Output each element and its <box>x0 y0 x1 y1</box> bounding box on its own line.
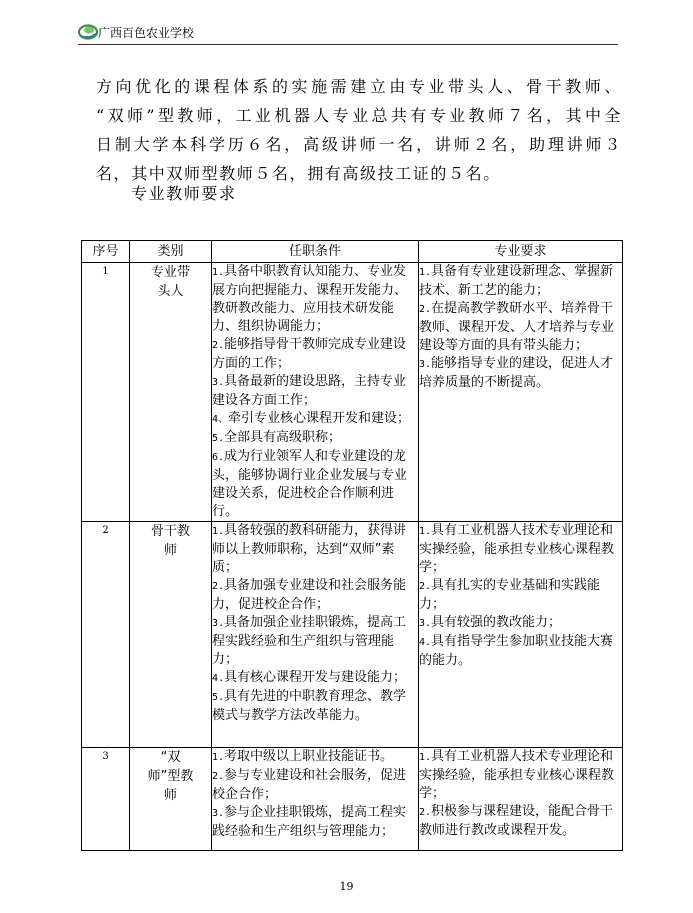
item-text: 成为行业领军人和专业建设的龙头，能够协调行业企业发展与专业建设关系，促进校企合作顺利进行。 <box>212 449 408 519</box>
item-number: 2. <box>419 581 432 592</box>
item-number: 1. <box>212 752 225 763</box>
page-number: 19 <box>339 880 354 893</box>
table-row <box>82 263 623 522</box>
conditions-cell <box>212 263 419 522</box>
paragraph-line: 方向优化的课程体系的实施需建立由专业带头人、骨干教师、 <box>96 77 622 96</box>
item-text: 牵引专业核心课程开发和建设； <box>228 411 411 426</box>
item-text: 具有工业机器人技术专业理论和实操经验，能承担专业核心课程教学； <box>419 523 615 575</box>
requirement-item <box>419 633 622 670</box>
body-paragraph <box>96 72 622 188</box>
item-number: 5. <box>212 692 225 703</box>
requirement-item <box>419 803 622 840</box>
item-text: 具备加强专业建设和社会服务能力，促进校企合作； <box>212 578 407 612</box>
condition-item <box>212 688 418 725</box>
school-name: 广西百色农业学校 <box>98 26 195 40</box>
item-text: 能够指导骨干教师完成专业建设方面的工作； <box>212 337 407 371</box>
item-number: 3. <box>212 618 225 629</box>
condition-item <box>212 448 418 521</box>
item-number: 3. <box>212 377 225 388</box>
requirements-cell <box>419 522 623 748</box>
item-text: 具有工业机器人技术专业理论和实操经验，能承担专业核心课程教学； <box>419 749 615 801</box>
condition-item <box>212 429 418 448</box>
item-number: 2. <box>419 807 432 818</box>
table-row <box>82 522 623 748</box>
condition-item <box>212 522 418 577</box>
table-header-row <box>82 241 623 263</box>
requirement-item <box>419 263 622 300</box>
item-number: 3. <box>419 618 432 629</box>
item-text: 具有指导学生参加职业技能大赛的能力。 <box>419 634 614 668</box>
condition-item <box>212 263 418 336</box>
item-text: 具备最新的建设思路，主持专业建设各方面工作； <box>212 374 407 408</box>
item-number: 2. <box>212 581 225 592</box>
condition-item <box>212 577 418 614</box>
item-text: 具有核心课程开发与建设能力； <box>224 670 407 685</box>
header-cell: 序号 <box>82 241 130 263</box>
requirements-cell <box>419 263 623 522</box>
item-number: 1. <box>419 267 432 278</box>
school-logo-icon <box>78 22 100 40</box>
item-number: 3. <box>419 359 432 370</box>
item-text: 全部具有高级职称； <box>224 430 342 445</box>
row-category <box>130 263 212 522</box>
item-text: 具备中职教育认知能力、专业发展方向把握能力、课程开发能力、教研教改能力、应用技术研发能力、组织协调能力； <box>212 264 408 334</box>
item-text: 具备较强的教科研能力，获得讲师以上教师职称，达到“双师”素质； <box>212 523 407 575</box>
row-category <box>130 522 212 748</box>
item-text: 在提高教学教研水平、培养骨干教师、课程开发、人才培养与专业建设等方面的具有带头能力； <box>419 301 615 353</box>
requirement-item <box>419 614 622 633</box>
requirement-item <box>419 577 622 614</box>
requirement-item <box>419 300 622 355</box>
item-text: 具有扎实的专业基础和实践能力； <box>419 578 601 612</box>
category-text: 专业带头人 <box>150 265 190 299</box>
item-text: 具有较强的教改能力； <box>431 615 562 630</box>
category-text: 骨干教师 <box>150 524 190 558</box>
item-text: 积极参与课程建设，能配合骨干教师进行教改或课程开发。 <box>419 804 614 838</box>
item-number: 4、 <box>212 414 229 425</box>
item-number: 2. <box>212 340 225 351</box>
item-number: 2. <box>419 304 432 315</box>
item-text: 能够指导专业的建设，促进人才培养质量的不断提高。 <box>419 356 614 390</box>
requirement-item <box>419 522 622 577</box>
item-number: 6. <box>212 452 225 463</box>
item-number: 5. <box>212 433 225 444</box>
paragraph-line: 名，其中双师型教师５名，拥有高级技工证的５名。 <box>96 164 501 183</box>
row-number: 1 <box>82 263 130 522</box>
paragraph-line: 日制大学本科学历６名，高级讲师一名，讲师２名，助理讲师３ <box>96 135 622 154</box>
condition-item <box>212 767 418 804</box>
header-divider <box>78 44 618 45</box>
item-text: 具备加强企业挂职锻炼，提高工程实践经验和生产组织与管理能力； <box>212 615 407 667</box>
requirement-item <box>419 748 622 803</box>
condition-item <box>212 804 418 841</box>
item-text: 具备有专业建设新理念、掌握新技术、新工艺的能力； <box>419 264 614 298</box>
header-cell: 专业要求 <box>419 241 623 263</box>
header-cell: 类别 <box>130 241 212 263</box>
section-subtitle: 专业教师要求 <box>131 184 237 203</box>
requirement-item <box>419 355 622 392</box>
row-number: 3 <box>82 748 130 851</box>
teacher-requirements-table <box>81 240 623 851</box>
condition-item <box>212 748 418 767</box>
row-number: 2 <box>82 522 130 748</box>
conditions-cell <box>212 522 419 748</box>
paragraph-line: “双师”型教师，工业机器人专业总共有专业教师７名，其中全 <box>96 106 622 125</box>
item-text: 参与企业挂职锻炼，提高工程实践经验和生产组织与管理能力； <box>212 805 407 839</box>
page-header <box>78 20 618 46</box>
item-number: 1. <box>419 752 432 763</box>
requirements-cell <box>419 748 623 851</box>
item-number: 4. <box>419 637 432 648</box>
conditions-cell <box>212 748 419 851</box>
condition-item <box>212 614 418 669</box>
item-number: 1. <box>212 267 225 278</box>
item-text: 具有先进的中职教育理念、教学模式与教学方法改革能力。 <box>212 689 407 723</box>
item-text: 参与专业建设和社会服务，促进校企合作； <box>212 768 407 802</box>
item-number: 1. <box>419 526 432 537</box>
item-number: 2. <box>212 771 225 782</box>
item-number: 4. <box>212 673 225 684</box>
condition-item <box>212 669 418 688</box>
condition-item <box>212 410 418 429</box>
condition-item <box>212 336 418 373</box>
row-category <box>130 748 212 851</box>
header-cell: 任职条件 <box>212 241 419 263</box>
item-text: 考取中级以上职业技能证书。 <box>224 749 394 764</box>
item-number: 3. <box>212 808 225 819</box>
condition-item <box>212 373 418 410</box>
category-text: “双师”型教师 <box>147 750 194 803</box>
item-number: 1. <box>212 526 225 537</box>
table-row <box>82 748 623 851</box>
